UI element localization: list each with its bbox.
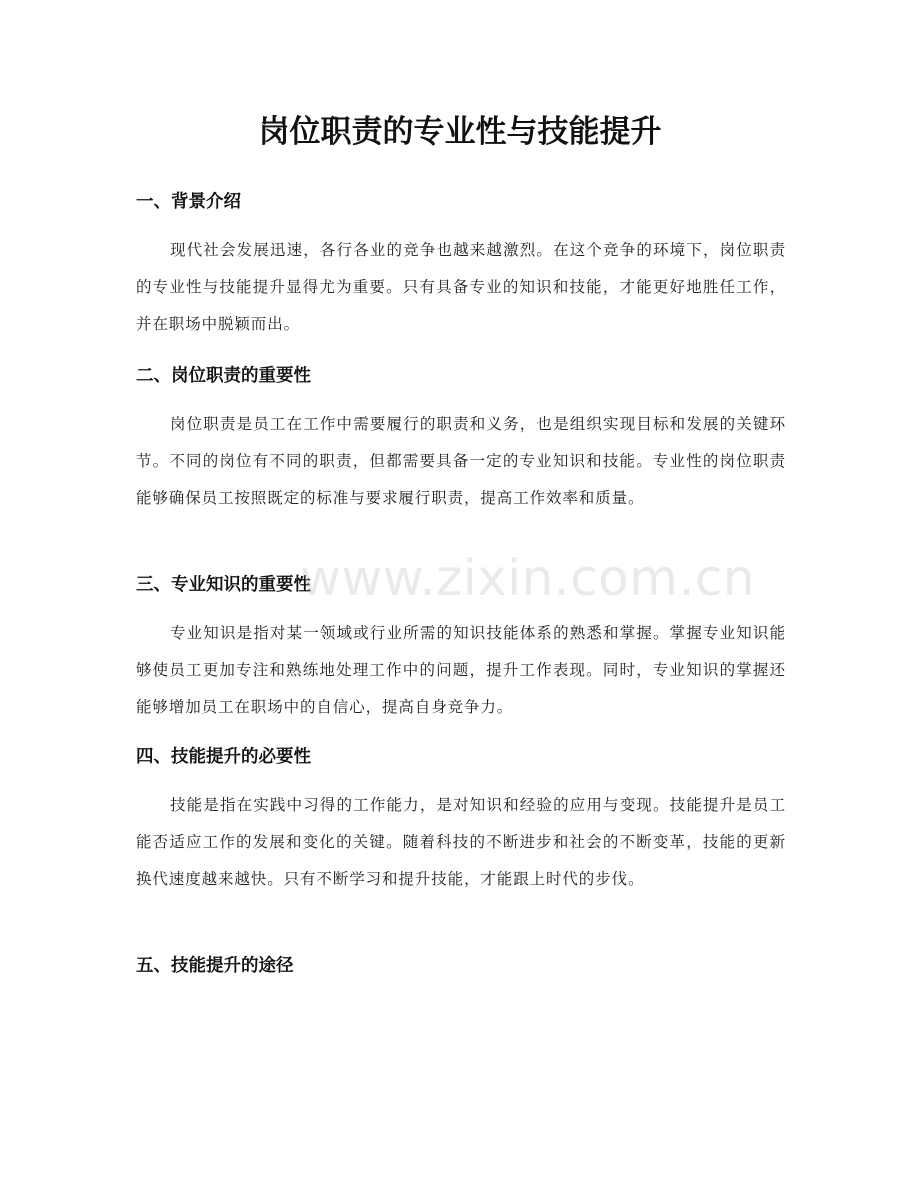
section-heading-skill-improvement-paths: 五、技能提升的途径 bbox=[136, 956, 294, 976]
section-heading-professional-knowledge: 三、专业知识的重要性 bbox=[136, 575, 311, 595]
section-heading-background: 一、背景介绍 bbox=[136, 192, 241, 212]
section-paragraph-background: 现代社会发展迅速，各行各业的竞争也越来越激烈。在这个竞争的环境下，岗位职责的专业性与技能提升显得尤为重要。只有具备专业的知识和技能，才能更好地胜任工作，并在职场中脱颖而出。 bbox=[136, 241, 786, 333]
section-heading-necessity-of-skills: 四、技能提升的必要性 bbox=[136, 747, 311, 767]
document-title: 岗位职责的专业性与技能提升 bbox=[258, 114, 662, 150]
section-paragraph-professional-knowledge: 专业知识是指对某一领域或行业所需的知识技能体系的熟悉和掌握。掌握专业知识能够使员工更加专注和熟练地处理工作中的问题，提升工作表现。同时，专业知识的掌握还能够增加员工在职场中的自信心，提高自身竞争力。 bbox=[136, 624, 786, 716]
section-paragraph-importance-of-duties: 岗位职责是员工在工作中需要履行的职责和义务，也是组织实现目标和发展的关键环节。不同的岗位有不同的职责，但都需要具备一定的专业知识和技能。专业性的岗位职责能够确保员工按照既定的标准与要求履行职责，提高工作效率和质量。 bbox=[136, 415, 786, 507]
section-heading-importance-of-duties: 二、岗位职责的重要性 bbox=[136, 366, 311, 386]
section-paragraph-necessity-of-skills: 技能是指在实践中习得的工作能力，是对知识和经验的应用与变现。技能提升是员工能否适应工作的发展和变化的关键。随着科技的不断进步和社会的不断变革，技能的更新换代速度越来越快。只有不断学习和提升技能，才能跟上时代的步伐。 bbox=[136, 796, 786, 888]
watermark: www.zixin.com.cn bbox=[300, 549, 756, 607]
